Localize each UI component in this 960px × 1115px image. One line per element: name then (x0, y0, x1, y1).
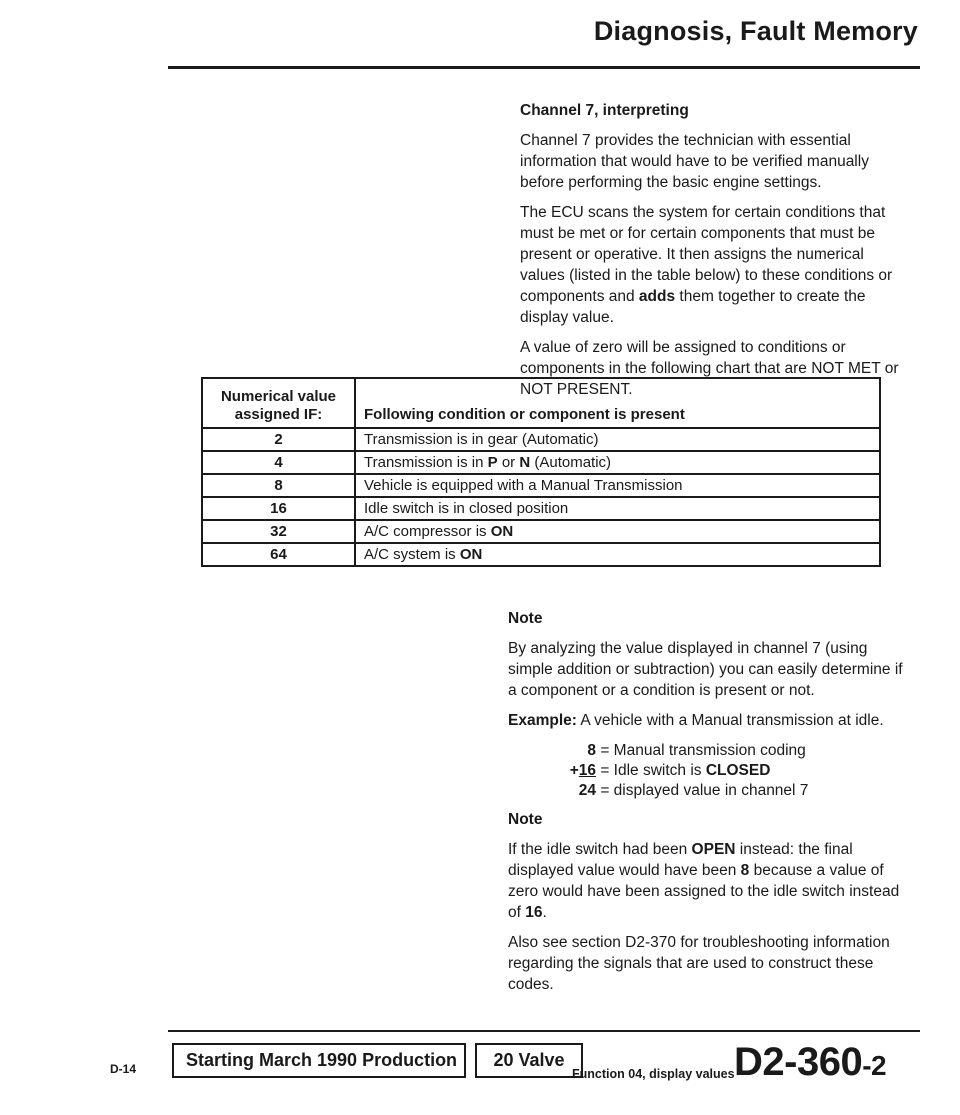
note-paragraph-3: Also see section D2-370 for troubleshooting information regarding the signals that are used to construct these codes. (508, 934, 890, 993)
header-rule (168, 66, 920, 69)
section-heading-channel7: Channel 7, interpreting (520, 102, 689, 119)
calc-text: = Idle switch is (600, 762, 706, 779)
row-value: 2 (202, 428, 355, 451)
calc-number (564, 761, 596, 781)
condition-value-table (201, 377, 881, 567)
intro-p2-text-a: The ECU scans the system for certain conditions that must be met or for certain components that must be present or operative. It then assigns the numerical values (listed in the table below) to these conditions or components and (520, 204, 893, 305)
row-condition: Transmission is in gear (Automatic) (355, 428, 880, 451)
calc-number: 8 (587, 742, 596, 759)
row-condition (355, 451, 880, 474)
calc-line (564, 761, 903, 781)
calc-number-underlined: 16 (578, 762, 596, 779)
calc-text: = displayed value in channel 7 (600, 782, 809, 799)
section-number-value: 360 (796, 1040, 863, 1084)
calc-plus-sign: + (569, 762, 579, 779)
intro-p2-text-b: them together to create the display value. (520, 288, 866, 326)
section-number-sub: -2 (862, 1050, 887, 1081)
example-paragraph (508, 710, 903, 731)
section-number (734, 1040, 886, 1085)
note-p2-text: If the idle switch had been (508, 841, 692, 858)
intro-paragraph-2 (520, 202, 900, 328)
note-p2-text: because a value of zero would have been assigned to the idle switch instead of (508, 862, 900, 921)
calc-text-bold: CLOSED (705, 762, 771, 779)
row-value: 16 (202, 497, 355, 520)
row-condition-text: Transmission is in (364, 454, 488, 471)
calc-text: = Manual transmission coding (600, 742, 806, 759)
footer-rule (168, 1030, 920, 1032)
engine-variant-box: 20 Valve (475, 1043, 583, 1078)
row-condition-bold: ON (459, 546, 483, 563)
row-condition (355, 543, 880, 566)
calc-line (564, 741, 903, 761)
header-numerical-value (202, 378, 355, 428)
calc-number: 24 (578, 782, 596, 799)
note-heading: Note (508, 610, 543, 627)
header-value-line1: Numerical value (220, 388, 337, 405)
table-row (202, 497, 880, 520)
row-value: 4 (202, 451, 355, 474)
intro-paragraph-1: Channel 7 provides the technician with essential information that would have to be verified manually before performing the basic engine settings. (520, 132, 869, 191)
note-p2-text: . (542, 904, 547, 921)
row-condition-text: A/C compressor is (364, 523, 491, 540)
section-number-main: D2 (734, 1040, 785, 1084)
row-condition-text: A/C system is (364, 546, 460, 563)
row-condition-bold: N (519, 454, 531, 471)
row-condition-bold: ON (490, 523, 514, 540)
note-p2-bold: OPEN (691, 841, 736, 858)
table-header-row (202, 378, 880, 428)
intro-section (520, 100, 900, 409)
row-value: 32 (202, 520, 355, 543)
intro-p2-bold: adds (638, 288, 676, 305)
row-condition: Idle switch is in closed position (355, 497, 880, 520)
function-caption: Function 04, display values (572, 1067, 735, 1081)
note-p2-bold: 16 (525, 904, 543, 921)
page-title: Diagnosis, Fault Memory (593, 16, 918, 46)
section-number-dash: - (784, 1040, 797, 1084)
production-date-box: Starting March 1990 Production (172, 1043, 466, 1078)
note-heading-2: Note (508, 811, 543, 828)
table-row (202, 474, 880, 497)
row-condition-text: or (497, 454, 520, 471)
note-p2-bold: 8 (740, 862, 750, 879)
page-number: D-14 (110, 1062, 137, 1076)
row-value: 64 (202, 543, 355, 566)
note-section (508, 608, 903, 1004)
row-condition-bold: P (487, 454, 498, 471)
example-label: Example: (508, 712, 577, 729)
row-condition-text: (Automatic) (530, 454, 612, 471)
header-condition: Following condition or component is present (355, 378, 880, 428)
table-row (202, 451, 880, 474)
row-value: 8 (202, 474, 355, 497)
calc-line (564, 781, 903, 801)
note-paragraph-1: By analyzing the value displayed in channel 7 (using simple addition or subtraction) you can easily determine if a component or a condition is present or not. (508, 640, 903, 699)
intro-paragraph-3: A value of zero will be assigned to conditions or components in the following chart that are NOT MET or NOT PRESENT. (520, 339, 899, 398)
example-calculation (564, 741, 903, 801)
table-row (202, 543, 880, 566)
row-condition (355, 520, 880, 543)
note-p2-text: instead: the final displayed value would have been (508, 841, 853, 879)
example-text: A vehicle with a Manual transmission at idle. (576, 712, 884, 729)
row-condition: Vehicle is equipped with a Manual Transmission (355, 474, 880, 497)
table-row (202, 520, 880, 543)
header-value-line2: assigned IF: (234, 406, 323, 423)
table-row (202, 428, 880, 451)
note-paragraph-2 (508, 839, 903, 923)
